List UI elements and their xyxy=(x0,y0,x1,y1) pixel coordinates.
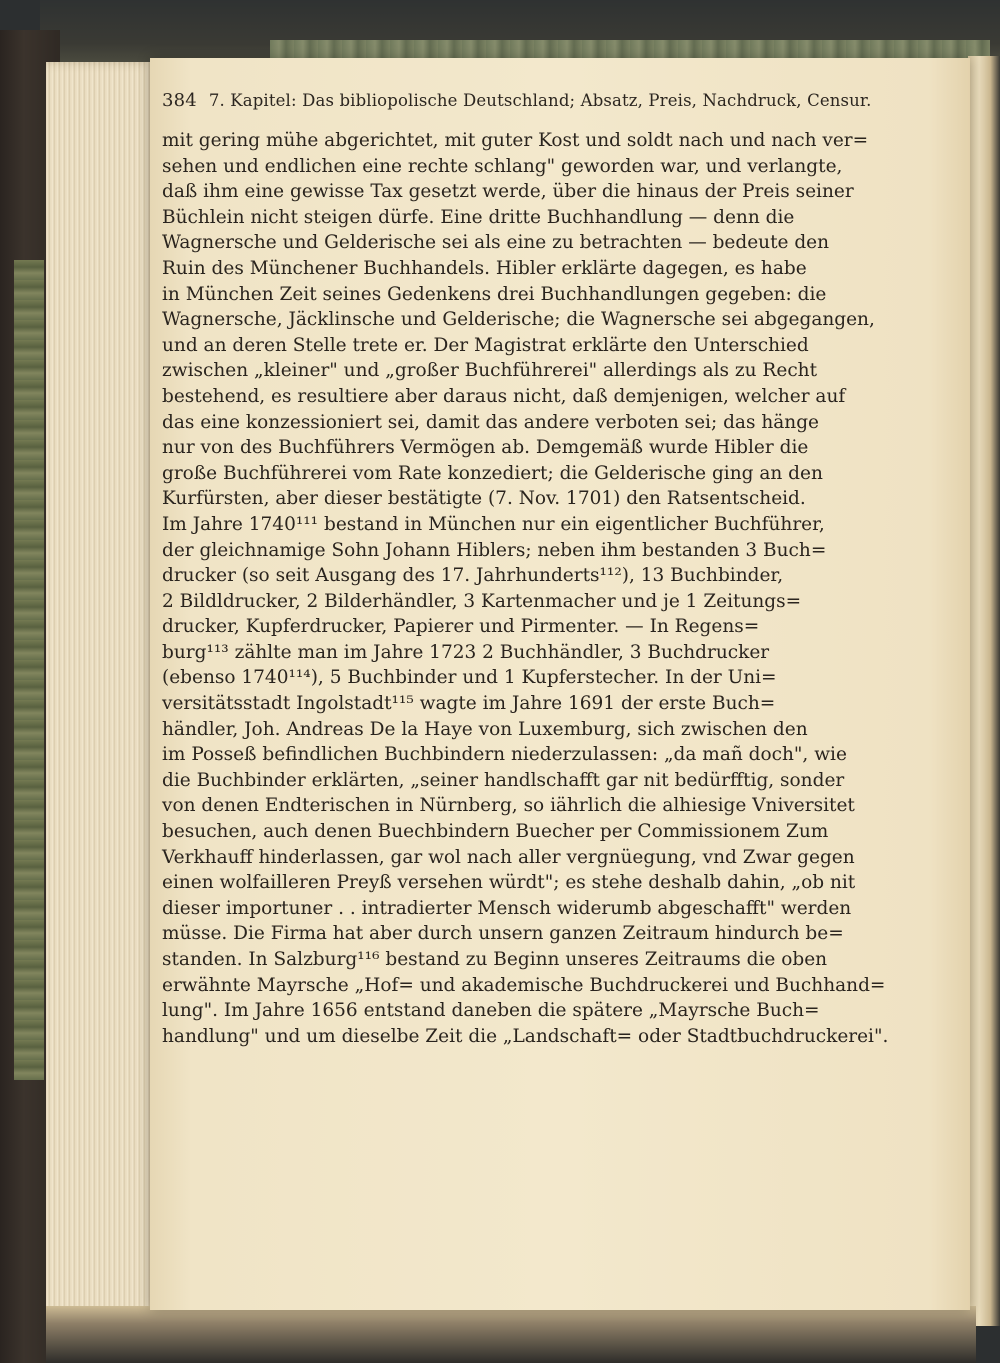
text-line: Wagnersche und Gelderische sei als eine zu betrachten — bedeute den xyxy=(162,232,830,254)
text-line: von denen Endterischen in Nürnberg, so iährlich die alhiesige Vniversitet xyxy=(162,795,855,817)
body-text xyxy=(162,128,889,1049)
text-line: erwähnte Mayrsche „Hof= und akademische Buchdruckerei und Buchhand= xyxy=(162,974,886,996)
text-line: (ebenso 1740¹¹⁴), 5 Buchbinder und 1 Kupferstecher. In der Uni= xyxy=(162,667,777,689)
text-line: Kurfürsten, aber dieser bestätigte (7. Nov. 1701) den Ratsentscheid. xyxy=(162,488,806,510)
book-bottom-edge xyxy=(46,1306,976,1363)
text-line: im Posseß befindlichen Buchbindern niederzulassen: „da mañ doch", wie xyxy=(162,744,847,766)
text-line: bestehend, es resultiere aber daraus nicht, daß demjenigen, welcher auf xyxy=(162,385,846,407)
text-line: besuchen, auch denen Buechbindern Buecher per Commissionem Zum xyxy=(162,821,829,843)
text-line: mit gering mühe abgerichtet, mit guter Kost und soldt nach und nach ver= xyxy=(162,130,869,151)
text-line: zwischen „kleiner" und „großer Buchführerei" allerdings als zu Recht xyxy=(162,360,818,382)
text-line: versitätsstadt Ingolstadt¹¹⁵ wagte im Jahre 1691 der erste Buch= xyxy=(162,693,776,715)
text-line: drucker, Kupferdrucker, Papierer und Pirmenter. — In Regens= xyxy=(162,616,760,638)
book-cover-top xyxy=(40,0,1000,62)
text-line: drucker (so seit Ausgang des 17. Jahrhunderts¹¹²), 13 Buchbinder, xyxy=(162,565,784,587)
text-line: 2 Bildldrucker, 2 Bilderhändler, 3 Kartenmacher und je 1 Zeitungs= xyxy=(162,590,802,612)
text-line: händler, Joh. Andreas De la Haye von Luxemburg, sich zwischen den xyxy=(162,718,808,740)
text-line: einen wolfailleren Preyß versehen würdt"; es stehe deshalb dahin, „ob nit xyxy=(162,872,856,894)
chapter-heading: 7. Kapitel: Das bibliopolische Deutschland; Absatz, Preis, Nachdruck, Censur. xyxy=(208,91,872,110)
running-head xyxy=(162,90,872,111)
text-line: sehen und endlichen eine rechte schlang" geworden war, und verlangte, xyxy=(162,155,843,177)
text-line: Ruin des Münchener Buchhandels. Hibler erklärte dagegen, es habe xyxy=(162,257,807,279)
next-page-edge xyxy=(968,56,1000,1326)
text-line: daß ihm eine gewisse Tax gesetzt werde, über die hinaus der Preis seiner xyxy=(162,181,854,203)
text-line: müsse. Die Firma hat aber durch unsern ganzen Zeitraum hindurch be= xyxy=(162,923,844,945)
text-line: Verkhauff hinderlassen, gar wol nach aller vergnüegung, vnd Zwar gegen xyxy=(162,846,855,868)
text-line: und an deren Stelle trete er. Der Magistrat erklärte den Unterschied xyxy=(162,334,809,356)
text-line: lung". Im Jahre 1656 entstand daneben die spätere „Mayrsche Buch= xyxy=(162,1000,820,1022)
cover-marbling-left xyxy=(14,260,44,1080)
text-line: die Buchbinder erklärten, „seiner handlschafft gar nit bedürfftig, sonder xyxy=(162,769,845,791)
text-line: standen. In Salzburg¹¹⁶ bestand zu Beginn unseres Zeitraums die oben xyxy=(162,949,828,970)
text-line: Büchlein nicht steigen dürfe. Eine dritte Buchhandlung — denn die xyxy=(162,206,795,228)
page-stack-edges xyxy=(46,62,156,1322)
text-line: Im Jahre 1740¹¹¹ bestand in München nur ein eigentlicher Buchführer, xyxy=(162,513,825,535)
text-line: burg¹¹³ zählte man im Jahre 1723 2 Buchhändler, 3 Buchdrucker xyxy=(162,641,770,663)
text-line: handlung" und um dieselbe Zeit die „Landschaft= oder Stadtbuchdruckerei". xyxy=(162,1025,889,1047)
text-line: der gleichnamige Sohn Johann Hiblers; neben ihm bestanden 3 Buch= xyxy=(162,539,827,561)
text-line: das eine konzessioniert sei, damit das andere verboten sei; das hänge xyxy=(162,411,819,433)
page-number: 384 xyxy=(162,90,197,111)
text-line: in München Zeit seines Gedenkens drei Buchhandlungen gegeben: die xyxy=(162,283,827,305)
text-line: nur von des Buchführers Vermögen ab. Demgemäß wurde Hibler die xyxy=(162,437,809,459)
text-line: dieser importuner . . intradierter Mensch widerumb abgeschafft" werden xyxy=(162,897,852,919)
text-line: Wagnersche, Jäcklinsche und Gelderische; die Wagnersche sei abgegangen, xyxy=(162,309,875,331)
text-line: große Buchführerei vom Rate konzediert; die Gelderische ging an den xyxy=(162,462,823,484)
